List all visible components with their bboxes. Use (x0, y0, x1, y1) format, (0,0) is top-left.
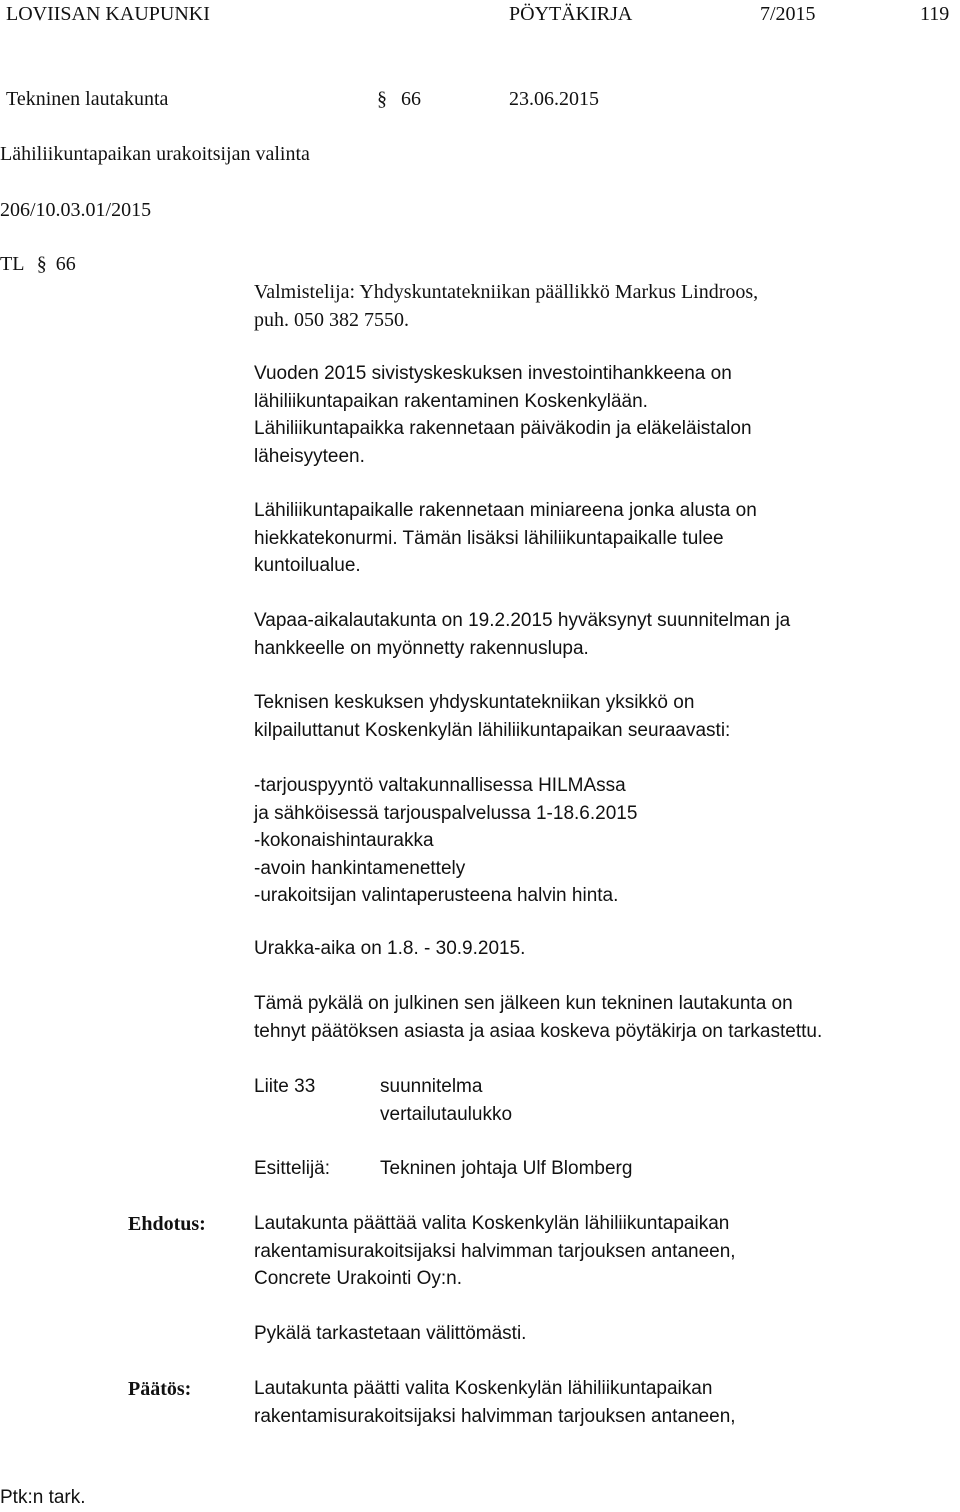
tl-number: 66 (55, 253, 76, 275)
dossier-number: 206/10.03.01/2015 (0, 199, 152, 221)
header-page-number: 119 (920, 3, 950, 25)
paragraph-line: tehnyt päätöksen asiasta ja asiaa koskeva pöytäkirja on tarkastettu. (254, 1020, 823, 1042)
proposal-line: Concrete Urakointi Oy:n. (254, 1268, 463, 1289)
header-issue: 7/2015 (760, 3, 816, 25)
list-item: ja sähköisessä tarjouspalvelussa 1-18.6.2015 (254, 802, 638, 824)
proposal-line: rakentamisurakoitsijaksi halvimman tarjouksen antaneen, (254, 1240, 736, 1262)
paragraph-3 (254, 607, 790, 662)
preparer-block (254, 278, 758, 334)
paragraph-line: Vapaa-aikalautakunta on 19.2.2015 hyväksynyt suunnitelman ja (254, 610, 791, 631)
decision-line: rakentamisurakoitsijaksi halvimman tarjouksen antaneen, (254, 1405, 736, 1427)
paragraph-line: Vuoden 2015 sivistyskeskuksen investointihankkeena on (254, 363, 732, 384)
list-item: -tarjouspyyntö valtakunnallisessa HILMAssa (254, 775, 626, 796)
procurement-list (254, 772, 637, 910)
tl-section (0, 250, 76, 278)
section-symbol: § (377, 88, 387, 110)
decision-label: Päätös: (128, 1378, 192, 1400)
paragraph-7 (254, 990, 822, 1045)
paragraph-line: läheisyyteen. (254, 445, 365, 467)
preparer-line: Valmistelija: Yhdyskuntatekniikan päällikkö Markus Lindroos, (254, 281, 759, 303)
paragraph-line: Teknisen keskuksen yhdyskuntatekniikan yksikkö on (254, 692, 695, 713)
paragraph-1 (254, 360, 752, 470)
list-item: -urakoitsijan valintaperusteena halvin hinta. (254, 885, 619, 906)
presenter-value: Tekninen johtaja Ulf Blomberg (380, 1158, 633, 1179)
decision-line: Lautakunta päätti valita Koskenkylän lähiliikuntapaikan (254, 1378, 713, 1399)
decision-text (254, 1375, 736, 1430)
presenter-label: Esittelijä: (254, 1158, 331, 1179)
list-item: -kokonaishintaurakka (254, 830, 434, 851)
proposal-text (254, 1210, 736, 1293)
attachment-item: vertailutaulukko (380, 1103, 513, 1125)
footer-label: Ptk:n tark. (0, 1487, 86, 1508)
attachment-label: Liite 33 (254, 1076, 316, 1097)
paragraph-line: kilpailuttanut Koskenkylän lähiliikuntapaikan seuraavasti: (254, 719, 731, 741)
paragraph-line: Tämä pykälä on julkinen sen jälkeen kun tekninen lautakunta on (254, 993, 793, 1014)
tl-symbol: § (36, 253, 47, 275)
paragraph-line: Urakka-aika on 1.8. - 30.9.2015. (254, 938, 526, 959)
section-number: 66 (401, 88, 421, 110)
proposal-label: Ehdotus: (128, 1213, 206, 1235)
paragraph-line: Lähiliikuntapaikka rakennetaan päiväkodin ja eläkeläistalon (254, 418, 752, 439)
paragraph-line: Lähiliikuntapaikalle rakennetaan miniareena jonka alusta on (254, 500, 757, 521)
paragraph-4 (254, 689, 730, 744)
meeting-body: Tekninen lautakunta (6, 88, 169, 110)
paragraph-line: kuntoilualue. (254, 555, 361, 576)
paragraph-line: hankkeelle on myönnetty rakennuslupa. (254, 637, 589, 659)
tl-label: TL (0, 253, 24, 275)
proposal-note: Pykälä tarkastetaan välittömästi. (254, 1323, 527, 1344)
meeting-date: 23.06.2015 (509, 88, 599, 110)
paragraph-6 (254, 935, 525, 963)
header-municipality: LOVIISAN KAUPUNKI (6, 3, 210, 25)
paragraph-2 (254, 497, 757, 580)
paragraph-line: hiekkatekonurmi. Tämän lisäksi lähiliikuntapaikalle tulee (254, 527, 724, 549)
header-doc-type: PÖYTÄKIRJA (509, 3, 633, 25)
subject-title: Lähiliikuntapaikan urakoitsijan valinta (0, 143, 310, 165)
attachment-item: suunnitelma (380, 1076, 483, 1097)
attachment-list (380, 1073, 512, 1128)
paragraph-line: lähiliikuntapaikan rakentaminen Koskenkylään. (254, 390, 648, 412)
proposal-line: Lautakunta päättää valita Koskenkylän lähiliikuntapaikan (254, 1213, 730, 1234)
preparer-line: puh. 050 382 7550. (254, 309, 409, 331)
list-item: -avoin hankintamenettely (254, 857, 466, 879)
